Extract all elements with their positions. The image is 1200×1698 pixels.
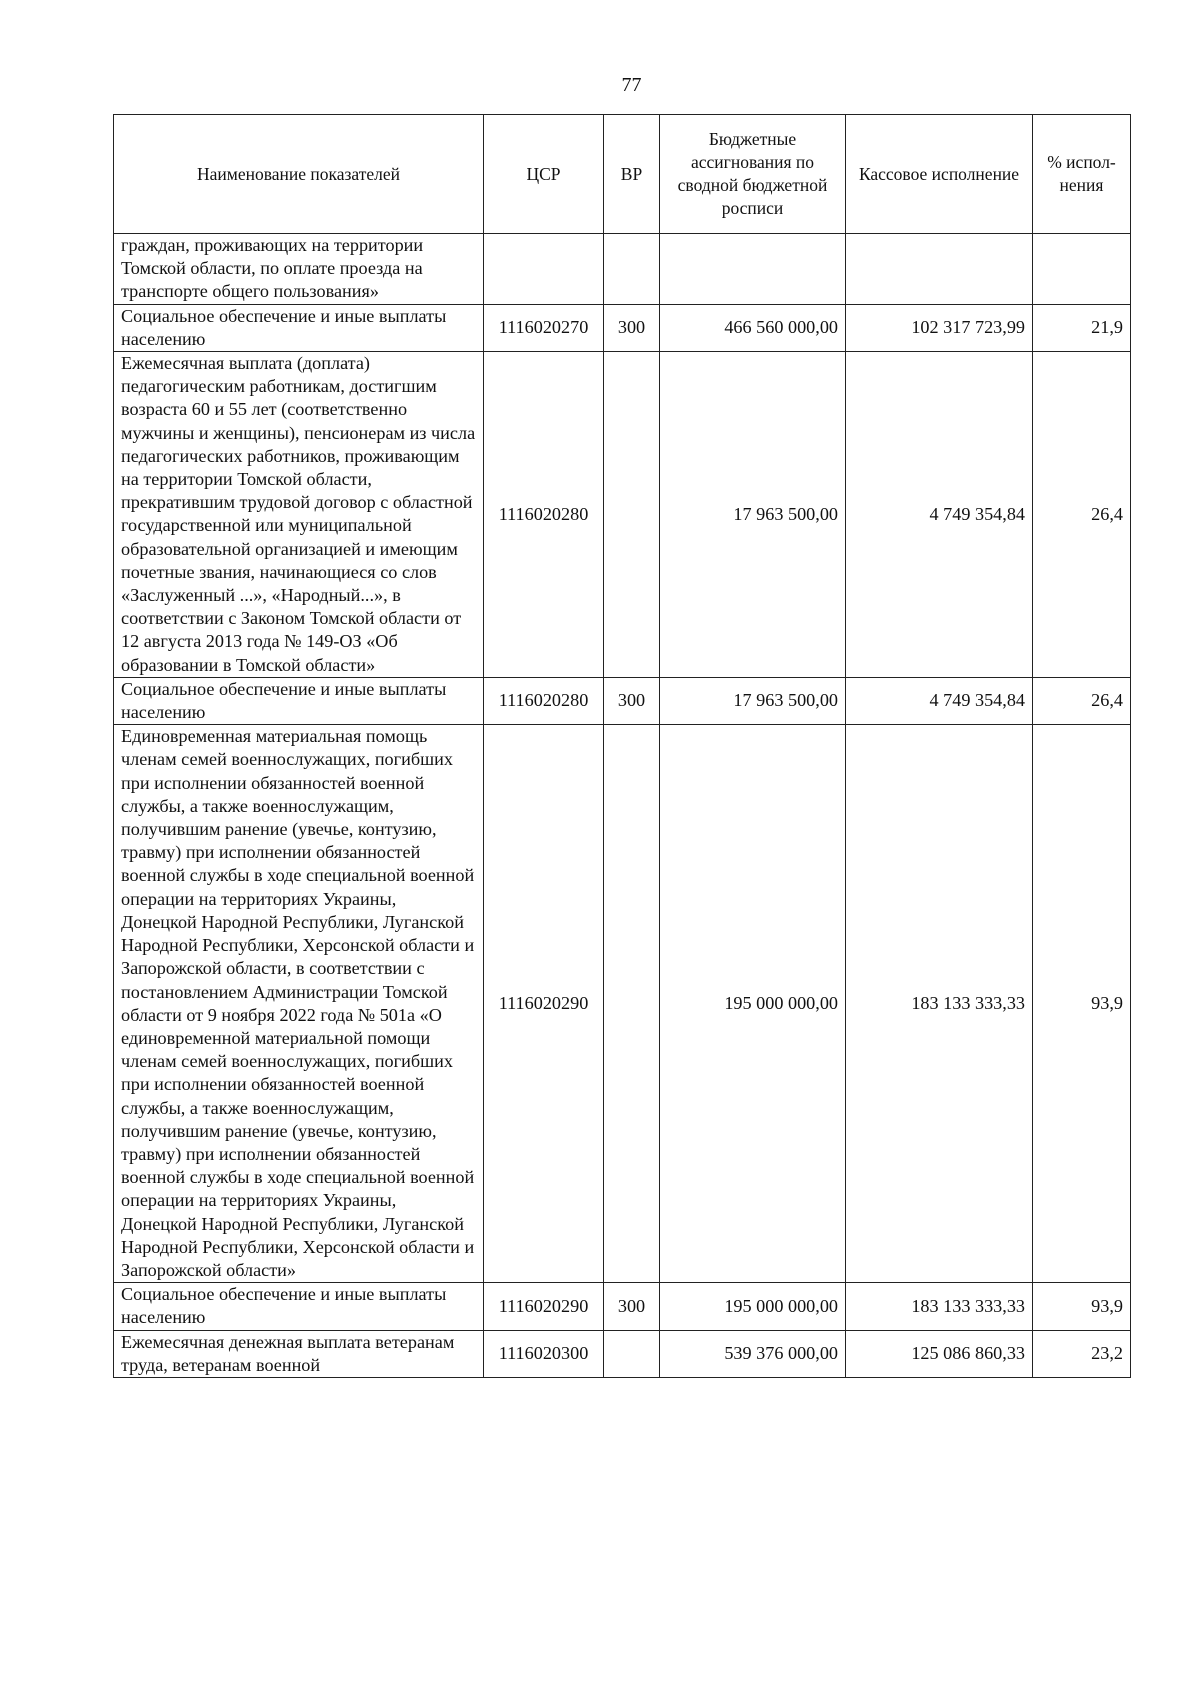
cell-allocations: 195 000 000,00	[660, 725, 846, 1283]
cell-vr: 300	[604, 304, 660, 351]
cell-name: Ежемесячная денежная выплата ветеранам труда, ветеранам военной	[114, 1330, 484, 1377]
cell-vr	[604, 1330, 660, 1377]
cell-name: Ежемесячная выплата (доплата) педагогическим работникам, достигшим возраста 60 и 55 лет (соответственно мужчины и женщины), пенсионерам из числа педагогических работников, проживающим на территории Томской области, прекратившим трудовой договор с областной государственной или муниципальной образовательной организацией и имеющим почетные звания, начинающиеся со слов «Заслуженный ...», «Народный...», в соответствии с Законом Томской области от 12 августа 2013 года № 149-ОЗ «Об образовании в Томской области»	[114, 352, 484, 678]
cell-execution: 4 749 354,84	[846, 677, 1033, 724]
cell-allocations: 17 963 500,00	[660, 677, 846, 724]
cell-allocations	[660, 234, 846, 305]
table-row	[114, 1330, 1131, 1377]
cell-execution: 125 086 860,33	[846, 1330, 1033, 1377]
cell-execution	[846, 234, 1033, 305]
table-row	[114, 352, 1131, 678]
cell-vr: 300	[604, 1283, 660, 1330]
header-allocations: Бюджетные ассигнования по сводной бюджетной росписи	[660, 115, 846, 234]
cell-percent	[1033, 234, 1131, 305]
cell-name: Единовременная материальная помощь членам семей военнослужащих, погибших при исполнении обязанностей военной службы, а также военнослужащим, получившим ранение (увечье, контузию, травму) при исполнении обязанностей военной службы в ходе специальной военной операции на территориях Украины, Донецкой Народной Республики, Луганской Народной Республики, Херсонской области и Запорожской области, в соответствии с постановлением Администрации Томской области от 9 ноября 2022 года № 501а «О единовременной материальной помощи членам семей военнослужащих, погибших при исполнении обязанностей военной службы, а также военнослужащим, получившим ранение (увечье, контузию, травму) при исполнении обязанностей военной службы в ходе специальной военной операции на территориях Украины, Донецкой Народной Республики, Луганской Народной Республики, Херсонской области и Запорожской области»	[114, 725, 484, 1283]
table-row	[114, 234, 1131, 305]
cell-percent: 93,9	[1033, 725, 1131, 1283]
budget-execution-table	[113, 114, 1131, 1378]
header-vr: ВР	[604, 115, 660, 234]
cell-execution: 183 133 333,33	[846, 1283, 1033, 1330]
page-number: 77	[621, 74, 642, 96]
cell-allocations: 195 000 000,00	[660, 1283, 846, 1330]
cell-csr: 1116020290	[484, 725, 604, 1283]
table-row	[114, 1283, 1131, 1330]
cell-csr	[484, 234, 604, 305]
cell-execution: 102 317 723,99	[846, 304, 1033, 351]
table-row	[114, 677, 1131, 724]
cell-percent: 93,9	[1033, 1283, 1131, 1330]
cell-name: граждан, проживающих на территории Томской области, по оплате проезда на транспорте общего пользования»	[114, 234, 484, 305]
cell-execution: 4 749 354,84	[846, 352, 1033, 678]
cell-name: Социальное обеспечение и иные выплаты населению	[114, 304, 484, 351]
cell-csr: 1116020300	[484, 1330, 604, 1377]
cell-execution: 183 133 333,33	[846, 725, 1033, 1283]
table-row	[114, 304, 1131, 351]
cell-vr: 300	[604, 677, 660, 724]
cell-percent: 26,4	[1033, 352, 1131, 678]
cell-vr	[604, 725, 660, 1283]
table-header-row	[114, 115, 1131, 234]
cell-csr: 1116020280	[484, 677, 604, 724]
cell-csr: 1116020280	[484, 352, 604, 678]
header-execution: Кассовое исполнение	[846, 115, 1033, 234]
cell-percent: 21,9	[1033, 304, 1131, 351]
cell-csr: 1116020270	[484, 304, 604, 351]
cell-percent: 26,4	[1033, 677, 1131, 724]
cell-allocations: 466 560 000,00	[660, 304, 846, 351]
cell-percent: 23,2	[1033, 1330, 1131, 1377]
cell-allocations: 17 963 500,00	[660, 352, 846, 678]
cell-vr	[604, 352, 660, 678]
cell-allocations: 539 376 000,00	[660, 1330, 846, 1377]
table-row	[114, 725, 1131, 1283]
header-csr: ЦСР	[484, 115, 604, 234]
header-percent: % испол-нения	[1033, 115, 1131, 234]
cell-vr	[604, 234, 660, 305]
cell-csr: 1116020290	[484, 1283, 604, 1330]
cell-name: Социальное обеспечение и иные выплаты населению	[114, 1283, 484, 1330]
header-name: Наименование показателей	[114, 115, 484, 234]
cell-name: Социальное обеспечение и иные выплаты населению	[114, 677, 484, 724]
